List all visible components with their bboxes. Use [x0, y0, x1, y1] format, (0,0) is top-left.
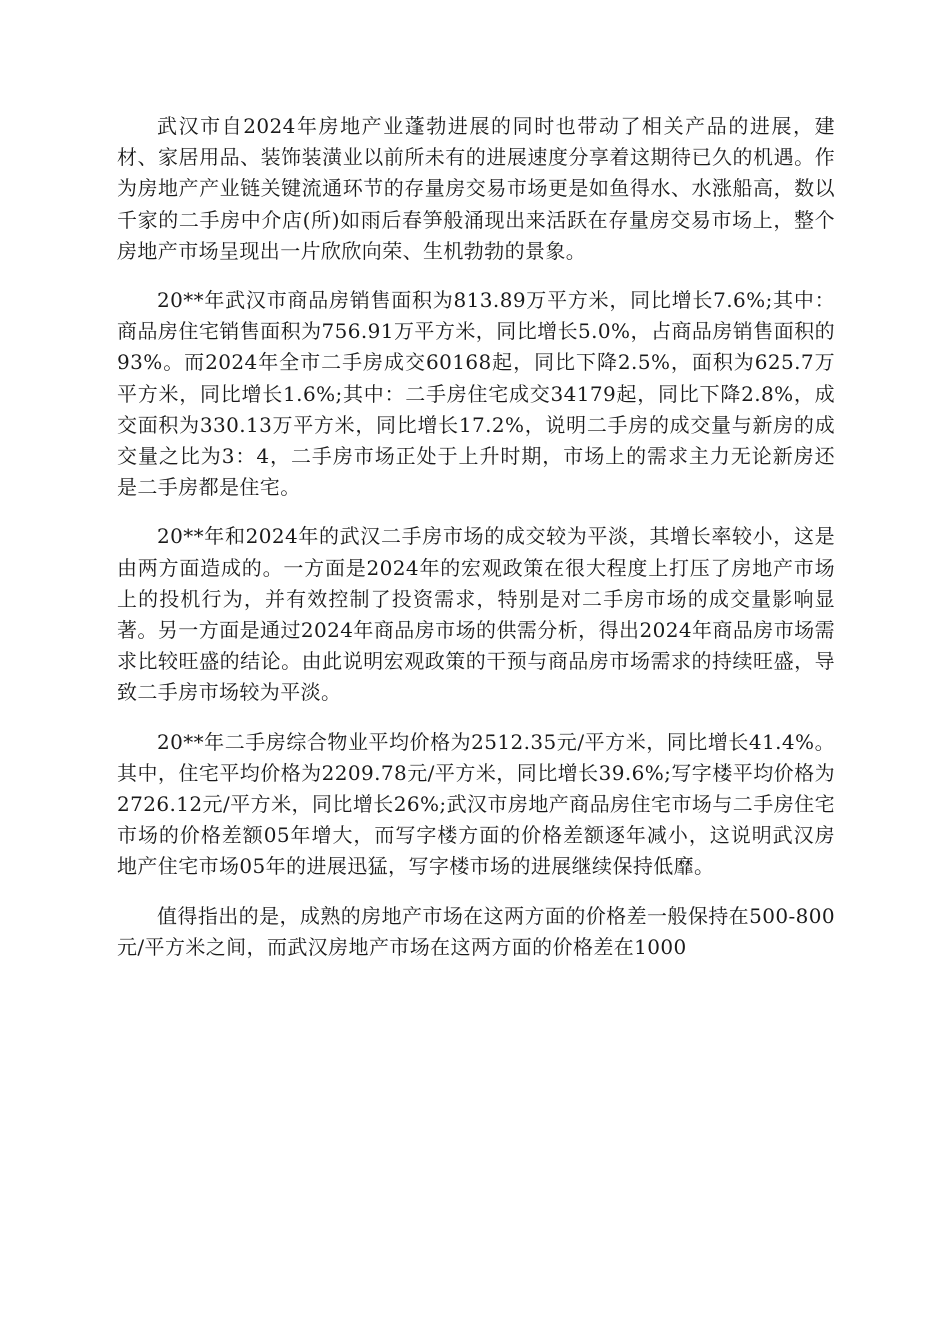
paragraph-3: 20**年和2024年的武汉二手房市场的成交较为平淡，其增长率较小，这是由两方面造成的。一方面是2024年的宏观政策在很大程度上打压了房地产市场上的投机行为，并有效控制了投资需求，特别是对二手房市场的成交量影响显著。另一方面是通过2024年商品房市场的供需分析，得出2024年商品房市场需求比较旺盛的结论。由此说明宏观政策的干预与商品房市场需求的持续旺盛，导致二手房市场较为平淡。: [117, 524, 835, 705]
paragraph-4: 20**年二手房综合物业平均价格为2512.35元/平方米，同比增长41.4%。其中，住宅平均价格为2209.78元/平方米，同比增长39.6%;写字楼平均价格为2726.12元/平方米，同比增长26%;武汉市房地产商品房住宅市场与二手房住宅市场的价格差额05年增大，而写字楼方面的价格差额逐年减小，这说明武汉房地产住宅市场05年的进展迅猛，写字楼市场的进展继续保持低靡。: [117, 729, 835, 879]
paragraph-5: 值得指出的是，成熟的房地产市场在这两方面的价格差一般保持在500-800元/平方米之间，而武汉房地产市场在这两方面的价格差在1000: [117, 903, 835, 959]
document-page: [117, 111, 835, 981]
paragraph-2: 20**年武汉市商品房销售面积为813.89万平方米，同比增长7.6%;其中：商品房住宅销售面积为756.91万平方米，同比增长5.0%，占商品房销售面积的93%。而2024年全市二手房成交60168起，同比下降2.5%，面积为625.7万平方米，同比增长1.6%;其中：二手房住宅成交34179起，同比下降2.8%，成交面积为330.13万平方米，同比增长17.2%，说明二手房的成交量与新房的成交量之比为3：4，二手房市场正处于上升时期，市场上的需求主力无论新房还是二手房都是住宅。: [117, 288, 835, 500]
paragraph-1: 武汉市自2024年房地产业蓬勃进展的同时也带动了相关产品的进展，建材、家居用品、装饰装潢业以前所未有的进展速度分享着这期待已久的机遇。作为房地产产业链关键流通环节的存量房交易市场更是如鱼得水、水涨船高，数以千家的二手房中介店(所)如雨后春笋般涌现出来活跃在存量房交易市场上，整个房地产市场呈现出一片欣欣向荣、生机勃勃的景象。: [117, 114, 835, 263]
